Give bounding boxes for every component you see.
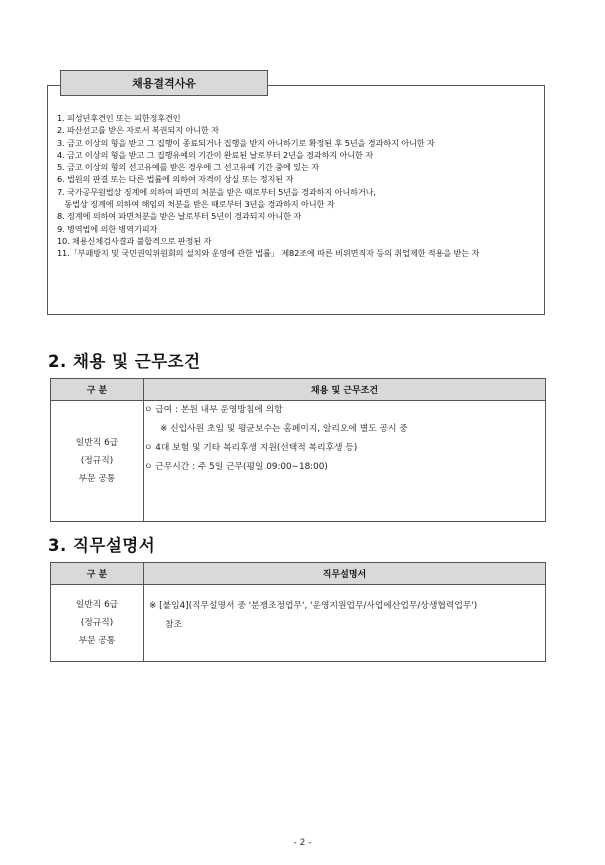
working-conditions-table: [50, 378, 546, 522]
list-item: 4. 금고 이상의 형을 받고 그 집행유예의 기간이 완료된 날로부터 2년을 경과하지 아니한 자: [57, 149, 374, 160]
section-3-title: 3. 직무설명서: [48, 536, 156, 555]
list-item: 8. 징계에 의하여 파면처분을 받은 날로부터 5년이 경과되지 아니한 자: [57, 211, 302, 222]
job-description-cell: [144, 585, 546, 662]
conditions-cell: [144, 401, 546, 522]
disqualification-list: [57, 112, 547, 260]
list-item: 11.「부패방지 및 국민권익위원회의 설치와 운영에 관한 법률」 제82조에 따른 비위면직자 등의 취업제한 적용을 받는 자: [57, 248, 480, 259]
salary-note: ※ 신입사원 초임 및 평균보수는 홈페이지, 알리오에 별도 공시 중: [160, 424, 408, 434]
table-header-conditions: 채용 및 근무조건: [144, 379, 546, 401]
salary-line: ㅇ 급여 : 본원 내부 운영방침에 의함: [144, 405, 283, 415]
table-row: [51, 585, 546, 662]
benefits-line: ㅇ 4대 보험 및 기타 복리후생 지원(선택적 복리후생 등): [144, 443, 358, 453]
table-header-category: 구 분: [51, 563, 144, 585]
list-item: 3. 금고 이상의 형을 받고 그 집행이 종료되거나 집행을 받지 아니하기로 확정된 후 5년을 경과하지 아니한 자: [57, 137, 435, 148]
list-item: 6. 법원의 판결 또는 다른 법률에 의하여 자격이 상실 또는 정지된 자: [57, 174, 294, 185]
dept-type: (정규직): [80, 618, 114, 628]
dept-grade: 일반직 6급: [75, 600, 119, 610]
disqualification-title: 채용결격사유: [60, 70, 268, 96]
dept-grade: 일반직 6급: [75, 438, 119, 448]
list-item: 5. 금고 이상의 형의 선고유예를 받은 경우에 그 선고유예 기간 중에 있는 자: [57, 162, 319, 173]
dept-cell: [51, 401, 144, 522]
list-item: 1. 피성년후견인 또는 피한정후견인: [57, 113, 181, 123]
job-description-ref: 참조: [165, 620, 182, 630]
table-header-category: 구 분: [51, 379, 144, 401]
work-hours-line: ㅇ 근무시간 : 주 5일 근무(평일 09:00∼18:00): [144, 462, 328, 472]
dept-area: 부문 공통: [78, 474, 116, 484]
list-item: 동법상 징계에 의하여 해임의 처분을 받은 때로부터 3년을 경과하지 아니한 자: [57, 199, 335, 210]
dept-cell: [51, 585, 144, 662]
dept-area: 부문 공통: [78, 636, 116, 646]
job-description-table: [50, 562, 546, 662]
list-item: 9. 병역법에 의한 병역기피자: [57, 223, 158, 234]
table-header-job-description: 직무설명서: [144, 563, 546, 585]
section-2-title: 2. 채용 및 근무조건: [48, 352, 201, 371]
job-description-line: ※ [붙임4](직무설명서 중 '분쟁조정업무', '운영지원업무/사업에산업무/상생협력업무'): [149, 601, 478, 611]
list-item: 2. 파산선고를 받은 자로서 복권되지 아니한 자: [57, 125, 219, 136]
list-item: 7. 국가공무원법상 징계에 의하여 파면의 처분을 받은 때로부터 5년을 경과하지 아니하거나,: [57, 186, 376, 197]
dept-type: (정규직): [80, 456, 114, 466]
list-item: 10. 채용신체검사결과 불합격으로 판정된 자: [57, 235, 212, 246]
table-row: [51, 401, 546, 522]
page-number: - 2 -: [293, 838, 312, 848]
